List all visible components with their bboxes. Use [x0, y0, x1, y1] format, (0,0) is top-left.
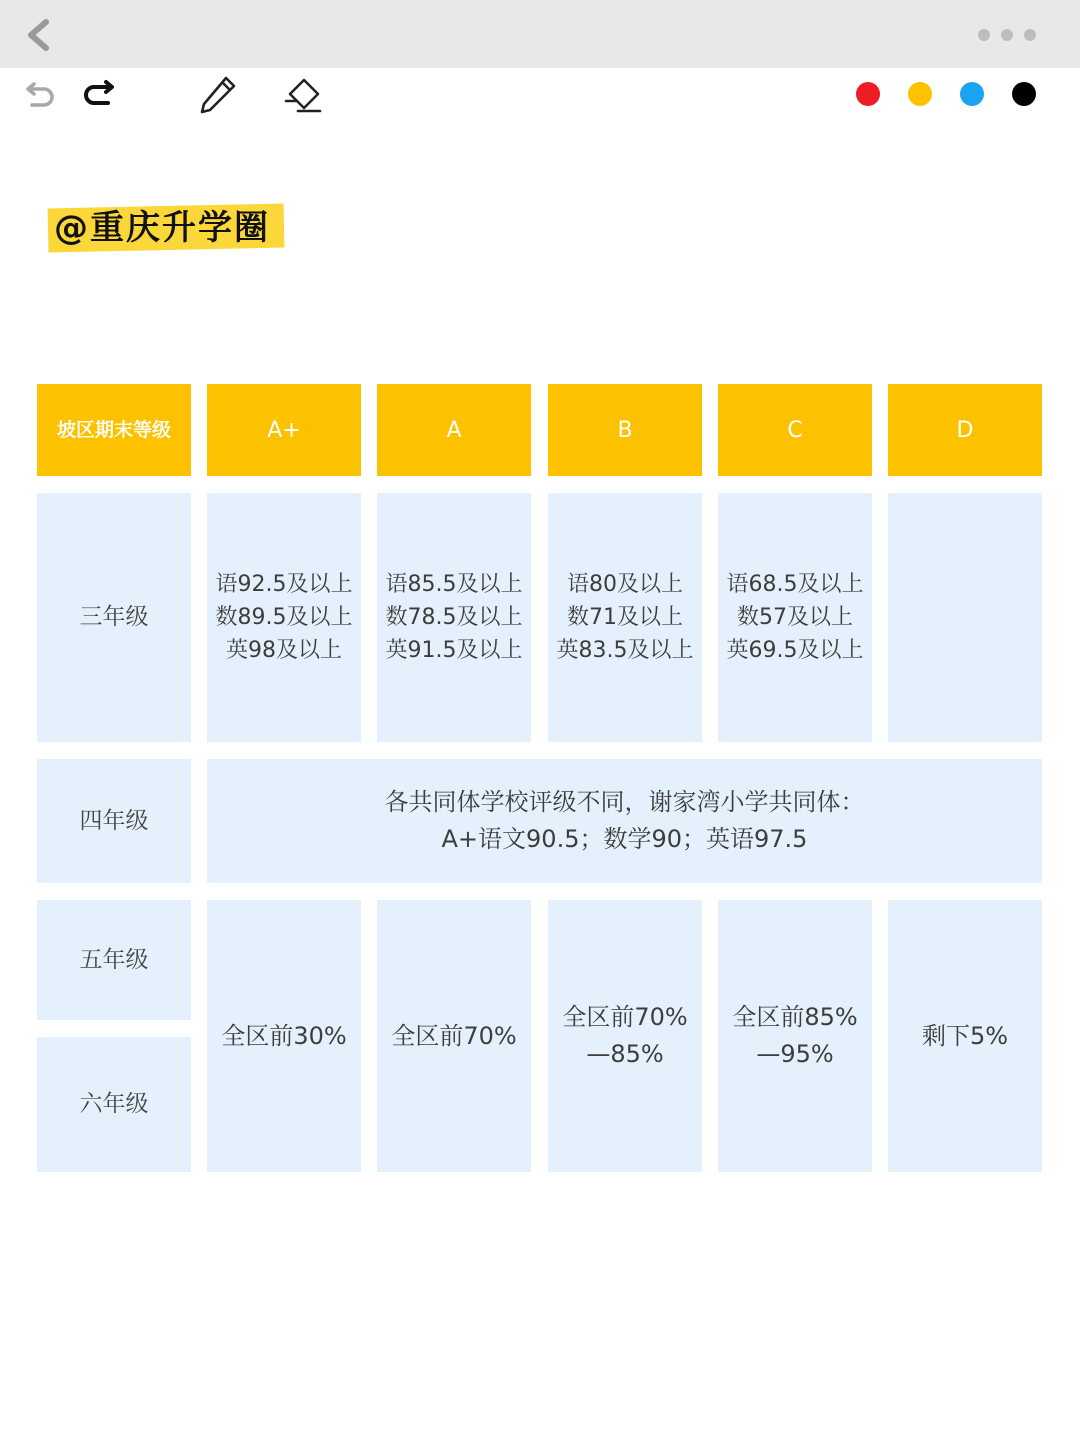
header-cell-d: D — [888, 384, 1042, 476]
header-cell-a: A — [377, 384, 531, 476]
header-cell-c: C — [718, 384, 872, 476]
redo-icon — [82, 78, 116, 110]
grade3-cell-b: 语80及以上 数71及以上 英83.5及以上 — [548, 493, 702, 742]
undo-icon — [24, 78, 58, 110]
grade56-cell-c: 全区前85% —95% — [718, 900, 872, 1172]
eraser-button[interactable] — [282, 76, 324, 116]
header-cell-b: B — [548, 384, 702, 476]
color-swatch-yellow[interactable] — [908, 82, 932, 106]
header-cell-a-plus: A+ — [207, 384, 361, 476]
grade3-cell-a-plus: 语92.5及以上 数89.5及以上 英98及以上 — [207, 493, 361, 742]
row-label-grade4: 四年级 — [37, 759, 191, 883]
undo-button[interactable] — [24, 78, 58, 110]
grade56-cell-b: 全区前70% —85% — [548, 900, 702, 1172]
back-button[interactable] — [22, 18, 56, 52]
grade56-cell-d: 剩下5% — [888, 900, 1042, 1172]
watermark-text: @重庆升学圈 — [54, 208, 270, 248]
pencil-icon — [198, 74, 238, 116]
row-label-grade5: 五年级 — [37, 900, 191, 1020]
eraser-icon — [282, 76, 324, 116]
grade3-cell-d — [888, 493, 1042, 742]
row-label-grade6: 六年级 — [37, 1037, 191, 1172]
header-cell-title: 坡区期末等级 — [37, 384, 191, 476]
row-label-grade3: 三年级 — [37, 493, 191, 742]
color-swatch-black[interactable] — [1012, 82, 1036, 106]
top-bar — [0, 0, 1080, 68]
color-swatch-red[interactable] — [856, 82, 880, 106]
grade3-cell-a: 语85.5及以上 数78.5及以上 英91.5及以上 — [377, 493, 531, 742]
color-swatch-blue[interactable] — [960, 82, 984, 106]
chevron-left-icon — [22, 18, 56, 52]
more-dots-icon — [978, 29, 990, 41]
redo-button[interactable] — [82, 78, 116, 110]
grade56-cell-a: 全区前70% — [377, 900, 531, 1172]
grade4-note: 各共同体学校评级不同，谢家湾小学共同体： A+语文90.5；数学90；英语97.5 — [207, 759, 1042, 883]
more-button[interactable] — [972, 26, 1042, 44]
grade3-cell-c: 语68.5及以上 数57及以上 英69.5及以上 — [718, 493, 872, 742]
grade56-cell-a-plus: 全区前30% — [207, 900, 361, 1172]
watermark — [44, 196, 294, 260]
pencil-button[interactable] — [198, 74, 238, 116]
